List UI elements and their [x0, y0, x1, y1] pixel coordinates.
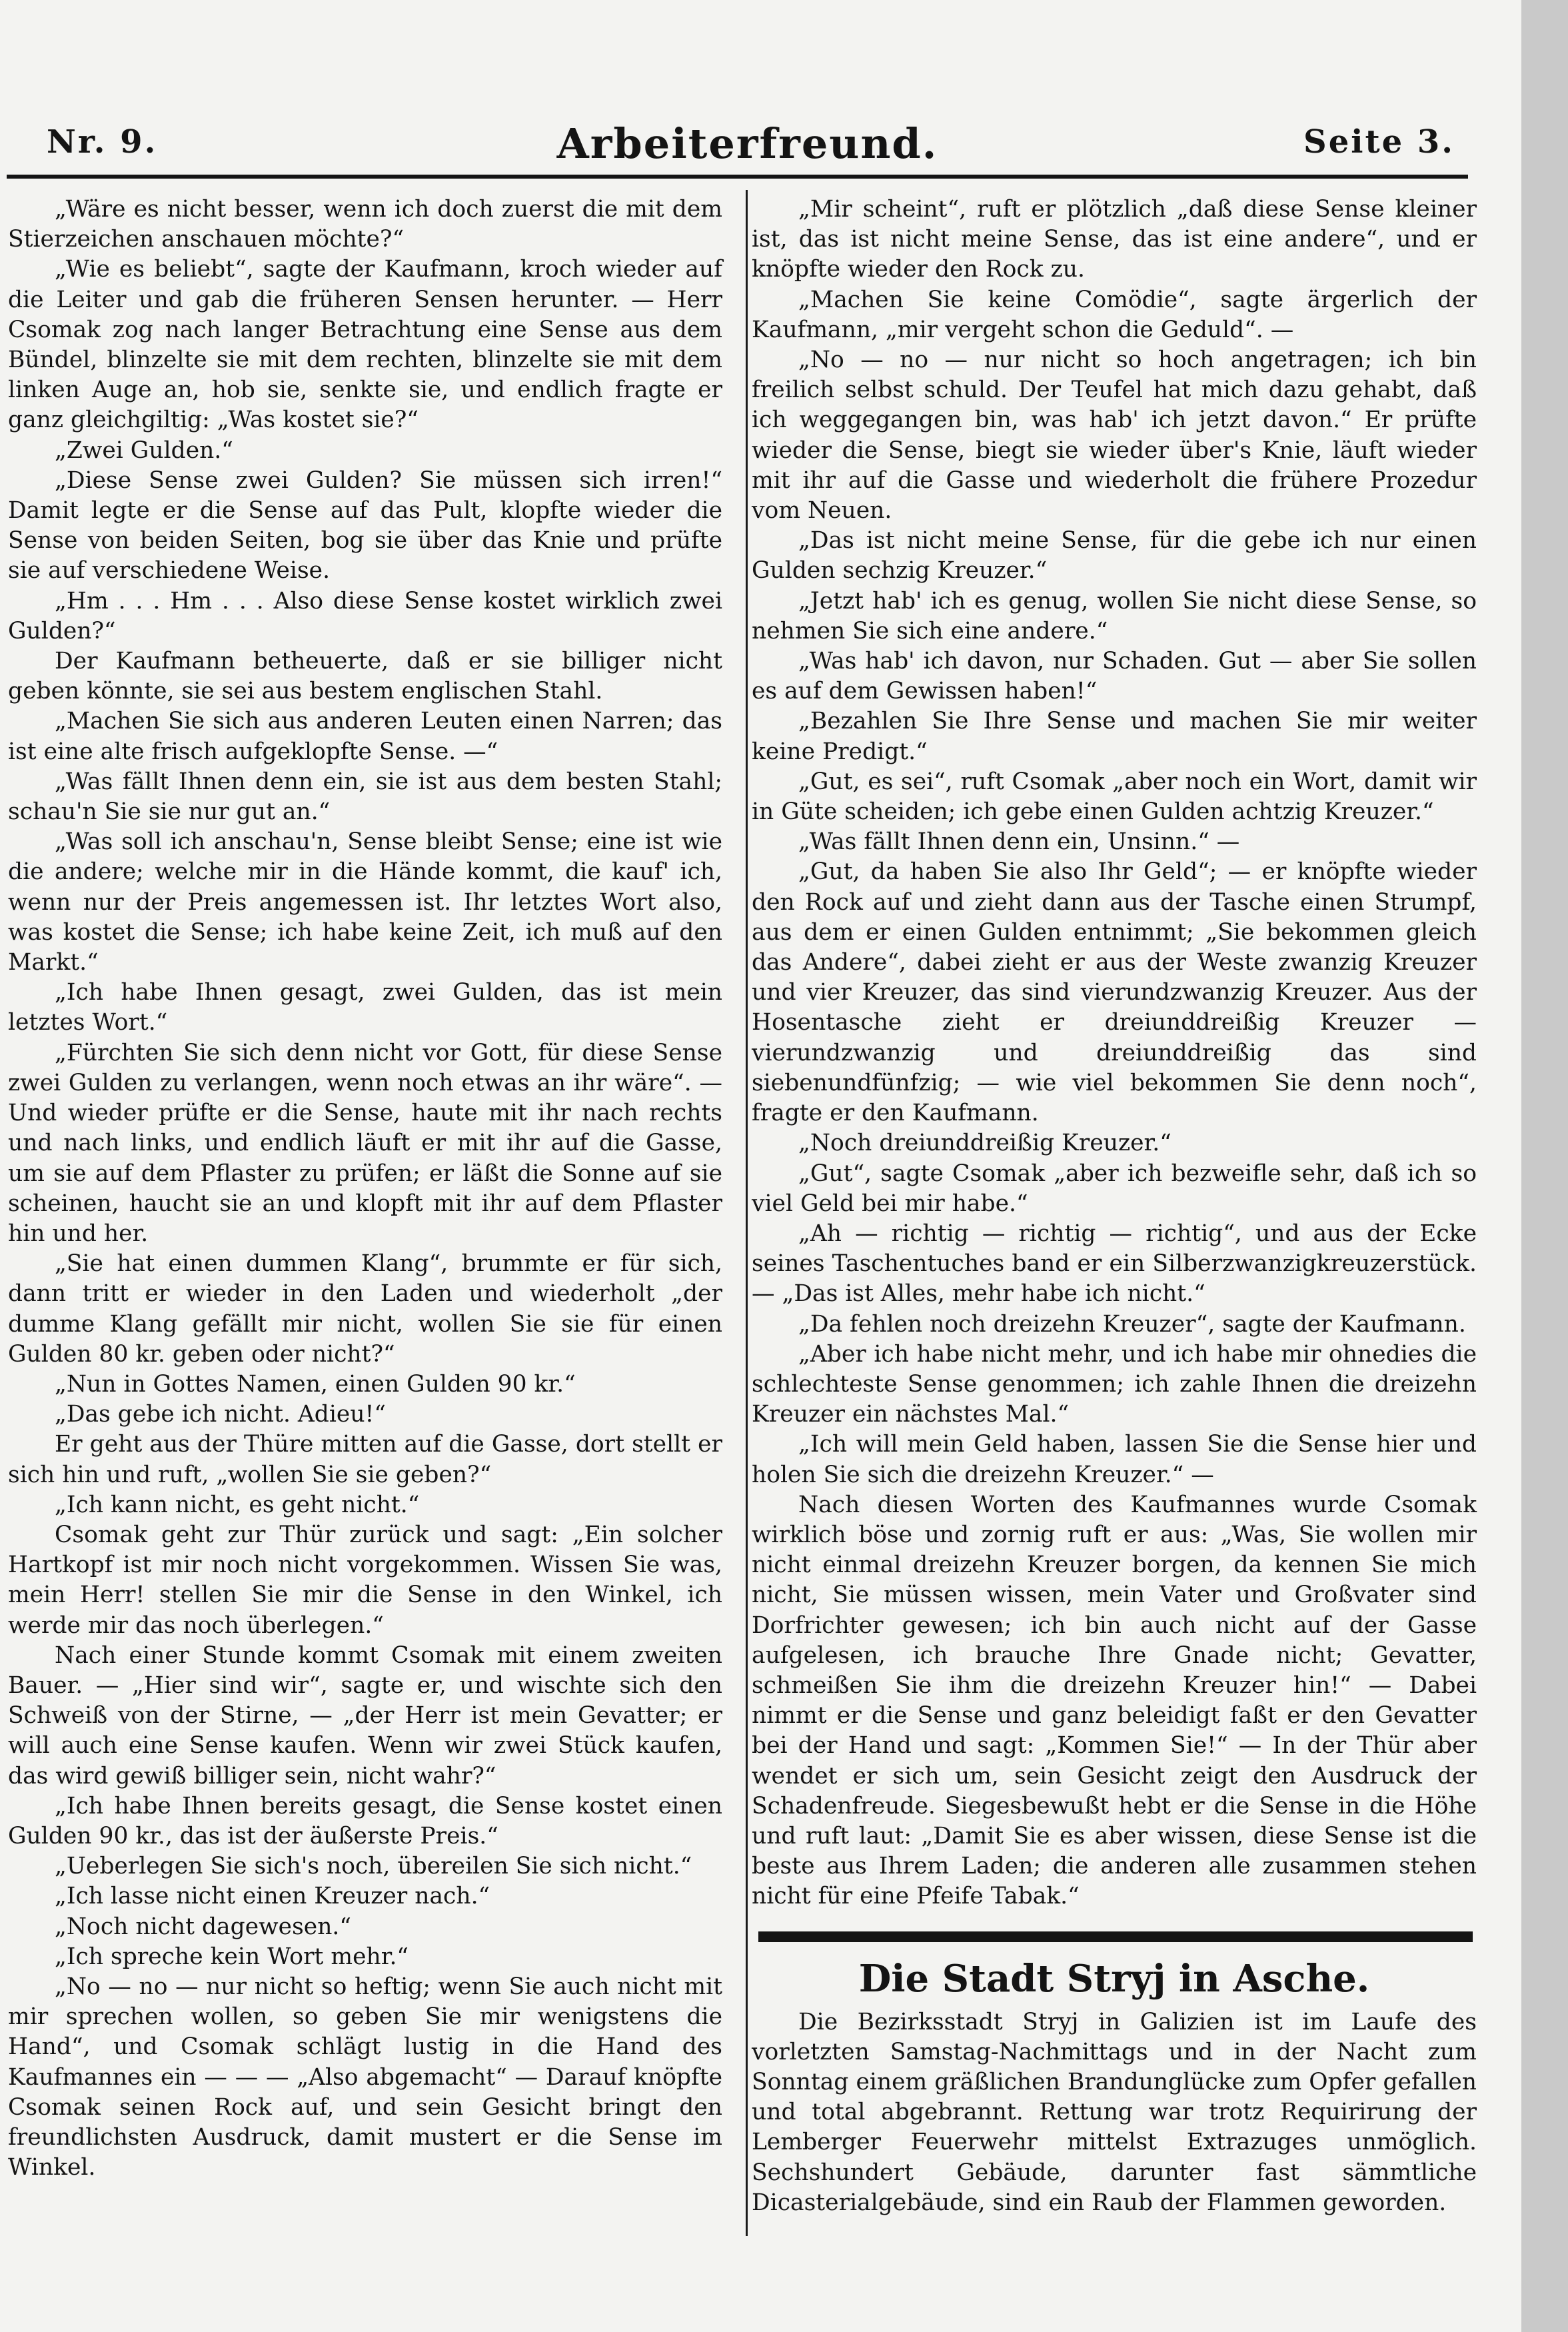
issue-number: Nr. 9.	[47, 123, 158, 161]
paragraph: „Nun in Gottes Namen, einen Gulden 90 kr.“	[55, 1370, 576, 1398]
paragraph: „Diese Sense zwei Gulden? Sie müssen sich irren!“ Damit legte er die Sense auf das Pult, klopfte wieder die Sense von beiden Seiten, bog sie über das Knie und prüfte sie auf verschiedene Weise.	[8, 467, 722, 584]
paragraph: Der Kaufmann betheuerte, daß er sie billiger nicht geben könnte, sie sei aus bestem englischen Stahl.	[8, 648, 722, 705]
page-number: Seite 3.	[1303, 123, 1455, 161]
right-column	[752, 195, 1477, 2218]
paragraph: „Aber ich habe nicht mehr, und ich habe mir ohnedies die schlechteste Sense genommen; ich zahle Ihnen die dreizehn Kreuzer ein nächstes Mal.“	[752, 1340, 1477, 1428]
article-separator-rule	[758, 1929, 1473, 1942]
paragraph: „Noch nicht dagewesen.“	[55, 1913, 352, 1940]
paragraph: „Mir scheint“, ruft er plötzlich „daß diese Sense kleiner ist, das ist nicht meine Sense, das ist eine andere“, und er knöpfte wieder den Rock zu.	[752, 196, 1477, 283]
paragraph: „Was soll ich anschau'n, Sense bleibt Sense; eine ist wie die andere; welche mir in die Hände kommt, die kauf' ich, wenn nur der Preis angemessen ist. Ihr letztes Wort also, was kostet die Sense; ich habe keine Zeit, ich muß auf den Markt.“	[8, 828, 722, 976]
paragraph: „Gut“, sagte Csomak „aber ich bezweifle sehr, daß ich so viel Geld bei mir habe.“	[752, 1160, 1477, 1217]
paragraph: „Was fällt Ihnen denn ein, Unsinn.“ —	[798, 828, 1240, 856]
scan-border	[1521, 0, 1568, 2332]
paragraph: „Ich kann nicht, es geht nicht.“	[55, 1491, 420, 1518]
page-header	[27, 117, 1468, 170]
paragraph: Nach einer Stunde kommt Csomak mit einem zweiten Bauer. — „Hier sind wir“, sagte er, und wischte sich den Schweiß von der Stirne, — „der Herr ist mein Gevatter; er will auch eine Sense kaufen. Wenn wir zwei Stück kaufen, das wird gewiß billiger sein, nicht wahr?“	[8, 1642, 722, 1789]
paragraph: „Ich lasse nicht einen Kreuzer nach.“	[55, 1883, 490, 1910]
paragraph: „Das gebe ich nicht. Adieu!“	[55, 1401, 387, 1428]
paragraph: Er geht aus der Thüre mitten auf die Gasse, dort stellt er sich hin und ruft, „wollen Sie sie geben?“	[8, 1431, 722, 1488]
paragraph: „Wäre es nicht besser, wenn ich doch zuerst die mit dem Stierzeichen anschauen möchte?“	[8, 196, 722, 253]
paragraph: „No — no — nur nicht so hoch angetragen; ich bin freilich selbst schuld. Der Teufel hat mich dazu gehabt, daß ich weggegangen bin, was hab' ich jetzt davon.“ Er prüfte wieder die Sense, biegt sie wieder über's Knie, läuft wieder mit ihr auf die Gasse und wiederholt die frühere Prozedur vom Neuen.	[752, 347, 1477, 525]
paragraph: „Was hab' ich davon, nur Schaden. Gut — aber Sie sollen es auf dem Gewissen haben!“	[752, 648, 1477, 705]
story-continuation	[752, 195, 1477, 1912]
paragraph: „Sie hat einen dummen Klang“, brummte er für sich, dann tritt er wieder in den Laden und wiederholt „der dumme Klang gefällt mir nicht, wollen Sie sie für einen Gulden 80 kr. geben oder nicht?“	[8, 1250, 722, 1368]
paragraph: „Ah — richtig — richtig — richtig“, und aus der Ecke seines Taschentuches band er ein Silberzwanzigkreuzerstück. — „Das ist Alles, mehr habe ich nicht.“	[752, 1220, 1477, 1308]
paragraph: „Gut, es sei“, ruft Csomak „aber noch ein Wort, damit wir in Güte scheiden; ich gebe einen Gulden achtzig Kreuzer.“	[752, 768, 1477, 826]
paragraph: „Was fällt Ihnen denn ein, sie ist aus dem besten Stahl; schau'n Sie sie nur gut an.“	[8, 768, 722, 826]
paragraph: „Da fehlen noch dreizehn Kreuzer“, sagte der Kaufmann.	[798, 1310, 1466, 1338]
paragraph: „Zwei Gulden.“	[55, 437, 233, 464]
paragraph: „Noch dreiunddreißig Kreuzer.“	[798, 1130, 1172, 1157]
paragraph: „Jetzt hab' ich es genug, wollen Sie nicht diese Sense, so nehmen Sie sich eine andere.“	[752, 587, 1477, 644]
paragraph: „Gut, da haben Sie also Ihr Geld“; — er knöpfte wieder den Rock auf und zieht dann aus der Tasche einen Strumpf, aus dem er einen Gulden entnimmt; „Sie bekommen gleich das Andere“, dabei zieht er aus der Weste zwanzig Kreuzer und vier Kreuzer, das sind vierundzwanzig Kreuzer. Aus der Hosentasche zieht er dreiunddreißig Kreuzer — vierundzwanzig und dreiunddreißig das sind siebenundfünfzig; — wie viel bekommen Sie denn noch“, fragte er den Kaufmann.	[752, 858, 1477, 1127]
paragraph: „Ich habe Ihnen gesagt, zwei Gulden, das ist mein letztes Wort.“	[8, 979, 722, 1036]
article-title: Die Stadt Stryj in Asche.	[858, 1956, 1370, 2001]
paragraph: Nach diesen Worten des Kaufmannes wurde Csomak wirklich böse und zornig ruft er aus: „Was, Sie wollen mir nicht einmal dreizehn Kreuzer borgen, da kennen Sie mich nicht, Sie müssen wissen, mein Vater und Großvater sind Dorfrichter gewesen; ich bin auch nicht auf der Gasse aufgelesen, ich brauche Ihre Gnade nicht; Gevatter, schmeißen Sie ihm die dreizehn Kreuzer hin!“ — Dabei nimmt er die Sense und ganz beleidigt faßt er den Gevatter bei der Hand und sagt: „Kommen Sie!“ — In der Thür aber wendet er sich um, sein Gesicht zeigt den Ausdruck der Schadenfreude. Siegesbewußt hebt er die Sense in die Höhe und ruft laut: „Damit Sie es aber wissen, diese Sense ist die beste aus Ihrem Laden; die anderen alle zusammen stehen nicht für eine Pfeife Tabak.“	[752, 1491, 1477, 1910]
paragraph: „Machen Sie sich aus anderen Leuten einen Narren; das ist eine alte frisch aufgeklopfte Sense. —“	[8, 708, 722, 765]
article-body: Die Bezirksstadt Stryj in Galizien ist im Laufe des vorletzten Samstag-Nachmittags und in der Nacht zum Sonntag einem gräßlichen Brandunglücke zum Opfer gefallen und total abgebrannt. Rettung war trotz Requirirung der Lemberger Feuerwehr mittelst Extrazuges unmöglich. Sechshundert Gebäude, darunter fast sämmtliche Dicasterialgebäude, sind ein Raub der Flammen geworden.	[752, 2008, 1477, 2216]
left-column	[8, 195, 722, 2183]
header-rule	[7, 175, 1468, 179]
paragraph: „Ich will mein Geld haben, lassen Sie die Sense hier und holen Sie sich die dreizehn Kreuzer.“ —	[752, 1431, 1477, 1488]
paragraph: „No — no — nur nicht so heftig; wenn Sie auch nicht mit mir sprechen wollen, so geben Sie mir wenigstens die Hand“, und Csomak schlägt lustig in die Hand des Kaufmannes ein — — — „Also abgemacht“ — Darauf knöpfte Csomak seinen Rock auf, und sein Gesicht bringt den freundlichsten Ausdruck, damit mustert er die Sense im Winkel.	[8, 1973, 722, 2181]
masthead-title: Arbeiterfreund.	[556, 119, 938, 168]
paragraph: „Hm . . . Hm . . . Also diese Sense kostet wirklich zwei Gulden?“	[8, 587, 722, 644]
paragraph: „Bezahlen Sie Ihre Sense und machen Sie mir weiter keine Predigt.“	[752, 708, 1477, 765]
paragraph: „Ich habe Ihnen bereits gesagt, die Sense kostet einen Gulden 90 kr., das ist der äußerste Preis.“	[8, 1792, 722, 1849]
paragraph: „Machen Sie keine Comödie“, sagte ärgerlich der Kaufmann, „mir vergeht schon die Geduld“. —	[752, 286, 1477, 343]
paragraph: Csomak geht zur Thür zurück und sagt: „Ein solcher Hartkopf ist mir noch nicht vorgekommen. Wissen Sie was, mein Herr! stellen Sie mir die Sense in den Winkel, ich werde mir das noch überlegen.“	[8, 1521, 722, 1639]
paragraph: „Das ist nicht meine Sense, für die gebe ich nur einen Gulden sechzig Kreuzer.“	[752, 527, 1477, 584]
paragraph: „Ich spreche kein Wort mehr.“	[55, 1943, 409, 1970]
paragraph: „Wie es beliebt“, sagte der Kaufmann, kroch wieder auf die Leiter und gab die früheren Sensen herunter. — Herr Csomak zog nach langer Betrachtung eine Sense aus dem Bündel, blinzelte sie mit dem rechten, blinzelte sie mit dem linken Auge an, hob sie, senkte sie, und endlich fragte er ganz gleichgiltig: „Was kostet sie?“	[8, 256, 722, 434]
paragraph: „Fürchten Sie sich denn nicht vor Gott, für diese Sense zwei Gulden zu verlangen, wenn noch etwas an ihr wäre“. — Und wieder prüfte er die Sense, haute mit ihr nach rechts und nach links, und endlich läuft er mit ihr auf die Gasse, um sie auf dem Pflaster zu prüfen; er läßt die Sonne auf sie scheinen, haucht sie an und klopft mit ihr auf dem Pflaster hin und her.	[8, 1039, 722, 1247]
paragraph: „Ueberlegen Sie sich's noch, übereilen Sie sich nicht.“	[55, 1853, 692, 1880]
column-divider	[746, 190, 748, 2236]
